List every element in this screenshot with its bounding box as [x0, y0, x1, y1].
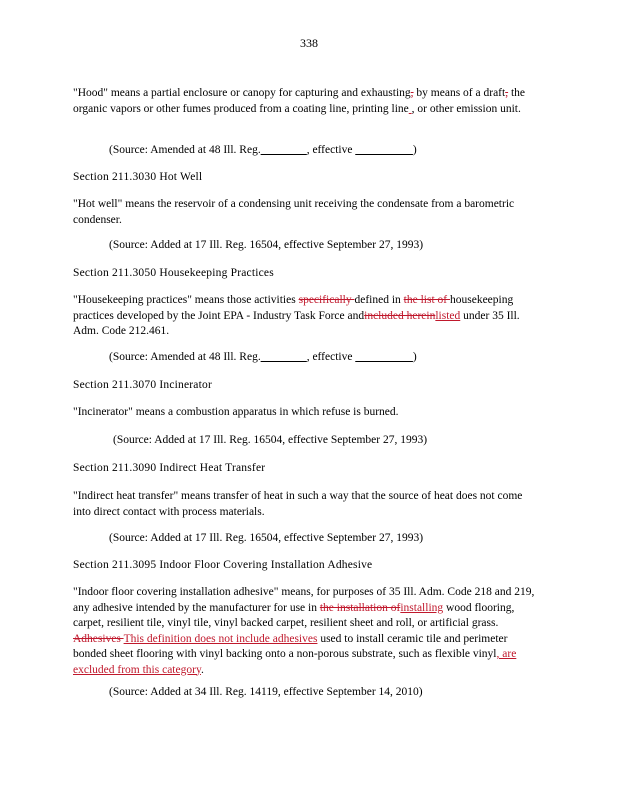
indirect-heat-transfer-definition: "Indirect heat transfer" means transfer of heat in such a way that the source of heat does not come into direct contact with process materials. [73, 490, 523, 518]
inserted-text: listed [435, 309, 461, 322]
incinerator-definition: "Incinerator" means a combustion apparatus in which refuse is burned. [73, 406, 399, 418]
floor-adhesive-definition: "Indoor floor covering installation adhesive" means, for purposes of 35 Ill. Adm. Code 218 and 219, any adhesive intended by the manufacturer for use in the installation ofinstalling wood flooring, carpet, resilient tile, vinyl tile, vinyl backed carpet, resilient sheet and roll, or artificial grass. Adhesives This definition does not include adhesives used to install ceramic tile and perimeter bonded sheet flooring with vinyl backing onto a non-porous substrate, such as flexible vinyl, are excluded from this category. [73, 586, 535, 676]
housekeeping-definition: "Housekeeping practices" means those activities specifically defined in the list of housekeeping practices developed by the Joint EPA - Industry Task Force andincluded hereinlisted under 35 Ill. Adm. Code 212.461. [73, 294, 520, 337]
deleted-text: the list of [403, 294, 450, 306]
section-heading-hot-well: Section 211.3030 Hot Well [73, 171, 203, 183]
deleted-text: Adhesives [73, 632, 124, 645]
deleted-text: included herein [364, 309, 436, 322]
blank-line: __________ [355, 144, 413, 156]
hood-text-3: the organic vapors or other fumes produced from a coating line, printing line [73, 87, 526, 115]
hood-text-1: "Hood" means a partial enclosure or canopy for capturing and exhausting [73, 87, 411, 99]
incinerator-source-note: (Source: Added at 17 Ill. Reg. 16504, effective September 27, 1993) [113, 434, 428, 446]
deleted-text: , [505, 87, 509, 99]
deleted-text: , [410, 87, 414, 99]
floor-adhesive-source-note: (Source: Added at 34 Ill. Reg. 14119, effective September 14, 2010) [109, 686, 423, 698]
deleted-text: the installation of [319, 601, 401, 614]
hood-source-note: (Source: Amended at 48 Ill. Reg.________, effective __________) [109, 144, 417, 156]
inserted-text: , are excluded from this category [73, 648, 517, 676]
indirect-heat-transfer-source-note: (Source: Added at 17 Ill. Reg. 16504, effective September 27, 1993) [109, 532, 424, 544]
housekeeping-source-note: (Source: Amended at 48 Ill. Reg.________, effective __________) [109, 351, 417, 363]
hot-well-source-note: (Source: Added at 17 Ill. Reg. 16504, effective September 27, 1993) [109, 239, 424, 251]
blank-line: ________ [260, 351, 307, 363]
section-heading-indirect-heat-transfer: Section 211.3090 Indirect Heat Transfer [73, 462, 266, 474]
section-heading-indoor-floor-covering: Section 211.3095 Indoor Floor Covering Installation Adhesive [73, 559, 373, 571]
section-heading-housekeeping: Section 211.3050 Housekeeping Practices [73, 267, 274, 279]
page-number: 338 [300, 36, 318, 50]
hot-well-definition: "Hot well" means the reservoir of a condensing unit receiving the condensate from a barometric condenser. [73, 198, 515, 226]
blank-line: ________ [260, 144, 307, 156]
deleted-text: specifically [298, 294, 355, 306]
inserted-text: This definition does not include adhesives [123, 632, 318, 645]
section-heading-incinerator: Section 211.3070 Incinerator [73, 379, 212, 391]
hood-text-2: by means of a draft [413, 87, 506, 99]
inserted-text: installing [400, 601, 444, 614]
hood-text-4: , or other emission unit. [411, 102, 521, 115]
hood-definition [73, 86, 543, 117]
blank-line: __________ [355, 351, 413, 363]
